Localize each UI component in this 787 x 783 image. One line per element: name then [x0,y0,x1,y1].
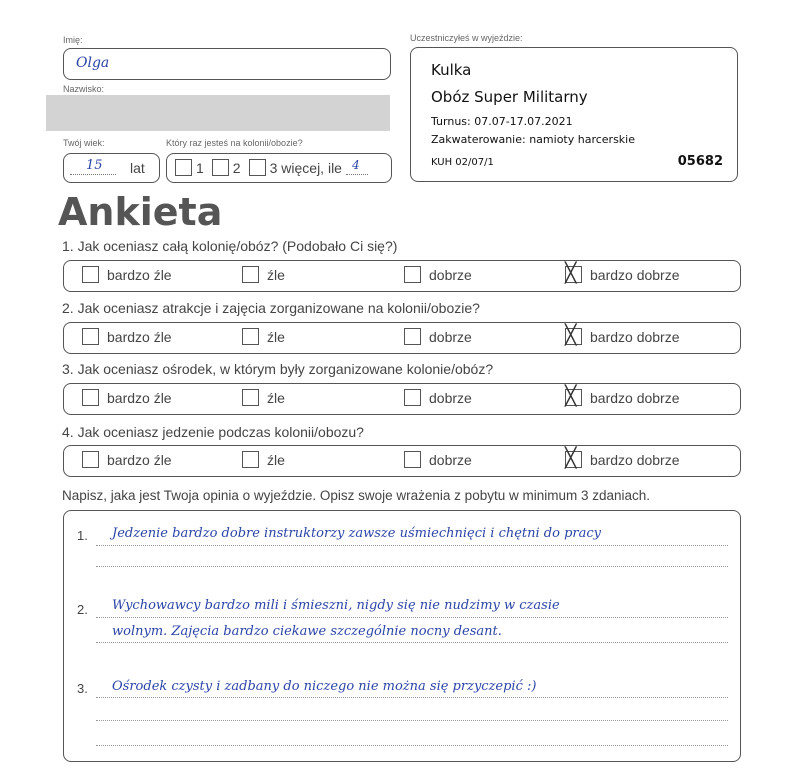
name-value: Olga [76,55,110,71]
page-title: Ankieta [58,190,223,234]
checkbox-q2-dobrze[interactable] [404,328,421,345]
times-label: Który raz jesteś na kolonii/obozie? [166,138,303,148]
option-label: źle [267,266,285,283]
times-option-3: 3 więcej, ile [269,159,342,176]
opinion-number-2: 2. [77,602,88,617]
ruled-line [96,720,728,721]
checkbox-q1-dobrze[interactable] [404,266,421,283]
opinion-line-4: Ośrodek czysty i zadbany do niczego nie można się przyczepić :) [112,679,537,694]
times-checkbox-1[interactable] [175,159,192,176]
option-label: bardzo źle [107,389,172,406]
opinion-line-2: Wychowawcy bardzo mili i śmieszni, nigdy się nie nudzimy w czasie [112,598,560,613]
times-option-1: 1 [196,159,204,176]
age-label: Twój wiek: [63,138,105,148]
times-option-2: 2 [232,159,241,176]
question-2: 2. Jak oceniasz atrakcje i zajęcia zorganizowane na kolonii/obozie? [62,300,480,316]
trip-turnus: Turnus: 07.07-17.07.2021 [431,115,573,128]
times-checkbox-3[interactable] [249,159,266,176]
checkbox-q1-bardzo-zle[interactable] [82,266,99,283]
checkbox-q3-zle[interactable] [242,389,259,406]
checkbox-q2-zle[interactable] [242,328,259,345]
option-label: dobrze [429,266,472,283]
trip-code: KUH 02/07/1 [431,157,494,168]
surname-redaction [46,95,390,131]
age-value: 15 [86,158,103,173]
ruled-line [96,545,728,546]
option-label: źle [267,328,285,345]
ruled-line [96,745,728,746]
name-label: Imię: [63,35,83,45]
checkbox-q1-bardzo-dobrze-checked[interactable]: ╳ [565,266,582,283]
age-field[interactable] [63,153,160,183]
times-checkbox-2[interactable] [212,159,229,176]
checkbox-q2-bardzo-dobrze-checked[interactable]: ╳ [565,328,582,345]
answer-row-3 [63,383,741,415]
answer-row-1 [63,260,741,292]
option-label: bardzo źle [107,266,172,283]
option-label: dobrze [429,451,472,468]
ruled-line [96,697,728,698]
opinion-number-3: 3. [77,681,88,696]
name-field[interactable] [63,48,391,80]
opinion-line-3: wolnym. Zajęcia bardzo ciekawe szczególnie nocny desant. [112,624,502,639]
opinion-number-1: 1. [77,528,88,543]
option-label: bardzo dobrze [590,328,680,345]
question-1: 1. Jak oceniasz całą kolonię/obóz? (Podobało Ci się?) [62,238,398,254]
option-label: bardzo dobrze [590,451,680,468]
age-unit: lat [130,160,145,176]
checkbox-q3-dobrze[interactable] [404,389,421,406]
option-label: bardzo dobrze [590,389,680,406]
checkbox-q2-bardzo-zle[interactable] [82,328,99,345]
option-label: bardzo dobrze [590,266,680,283]
answer-row-4 [63,445,741,477]
option-label: dobrze [429,328,472,345]
option-label: źle [267,389,285,406]
ruled-line [96,642,728,643]
ruled-line [96,617,728,618]
checkbox-q4-bardzo-dobrze-checked[interactable]: ╳ [565,451,582,468]
opinion-line-1: Jedzenie bardzo dobre instruktorzy zawsze uśmiechnięci i chętni do pracy [112,526,601,541]
trip-box [410,47,738,182]
option-label: źle [267,451,285,468]
option-label: dobrze [429,389,472,406]
trip-camp: Obóz Super Militarny [431,88,588,106]
answer-row-2 [63,322,741,354]
trip-label: Uczestniczyłeś w wyjeździe: [410,33,523,43]
checkbox-q3-bardzo-dobrze-checked[interactable]: ╳ [565,389,582,406]
checkbox-q4-bardzo-zle[interactable] [82,451,99,468]
opinion-prompt: Napisz, jaka jest Twoja opinia o wyjeździe. Opisz swoje wrażenia z pobytu w minimum 3 zdaniach. [62,488,651,503]
ruled-line [96,566,728,567]
question-4: 4. Jak oceniasz jedzenie podczas kolonii/obozu? [62,424,364,440]
checkbox-q1-zle[interactable] [242,266,259,283]
checkbox-q4-dobrze[interactable] [404,451,421,468]
trip-number: 05682 [677,154,723,169]
question-3: 3. Jak oceniasz ośrodek, w którym były zorganizowane kolonie/obóz? [62,361,494,377]
trip-name: Kulka [431,61,472,79]
times-field[interactable] [166,153,392,183]
option-label: bardzo źle [107,451,172,468]
surname-label: Nazwisko: [63,84,105,94]
option-label: bardzo źle [107,328,172,345]
checkbox-q3-bardzo-zle[interactable] [82,389,99,406]
times-value: 4 [351,158,360,172]
trip-lodging: Zakwaterowanie: namioty harcerskie [431,133,635,146]
checkbox-q4-zle[interactable] [242,451,259,468]
